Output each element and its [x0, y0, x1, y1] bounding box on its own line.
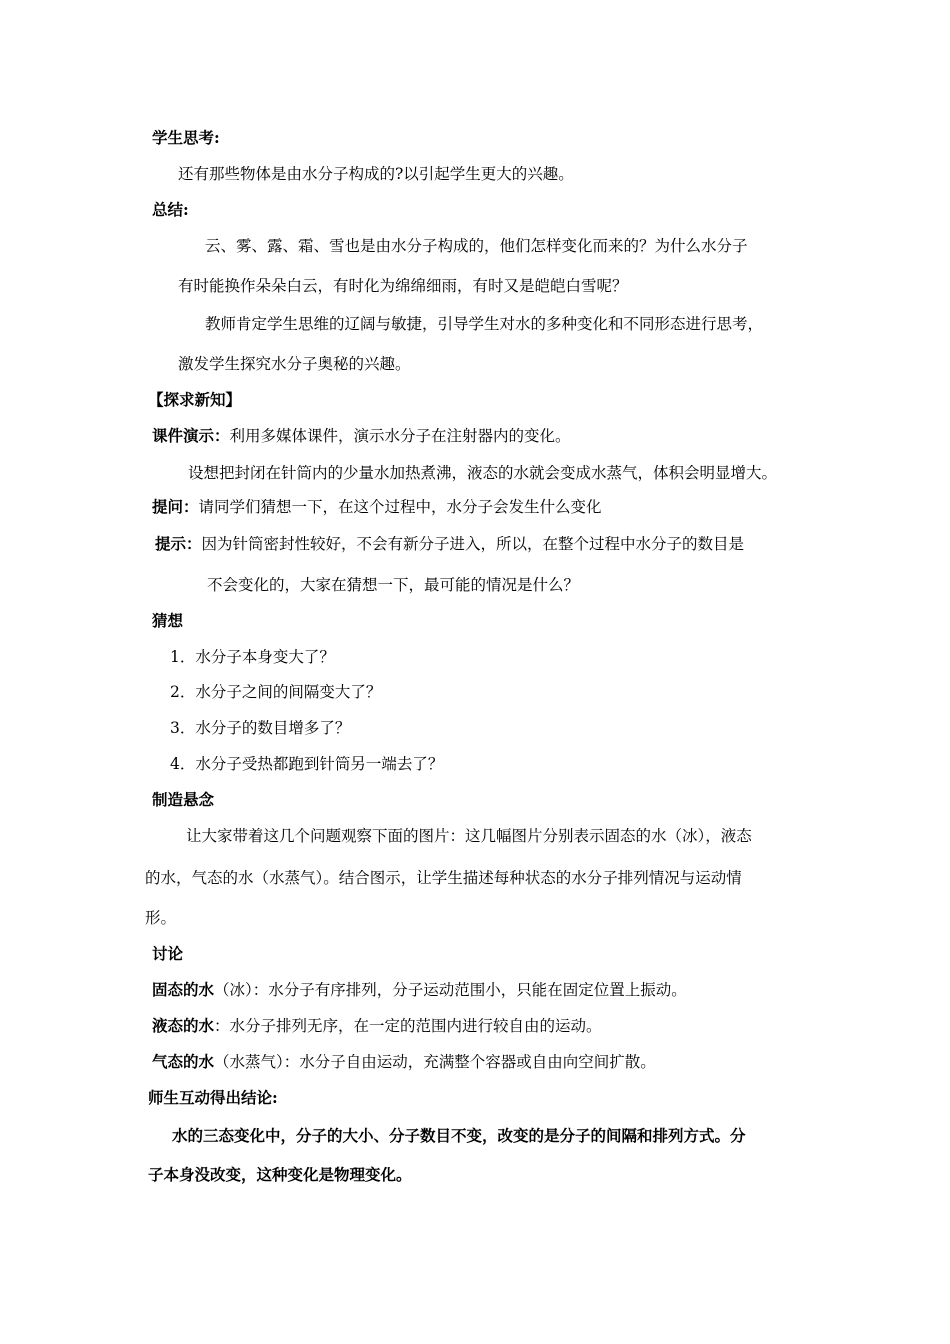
guess-heading: 猜想: [152, 611, 184, 630]
explore-heading: 【探求新知】: [148, 390, 242, 409]
suspense-line-3: 形。: [145, 909, 177, 927]
solid-text: （冰）：水分子有序排列，分子运动范围小，只能在固定位置上振动。: [214, 981, 687, 999]
guess-item: 2．水分子之间的间隔变大了？: [170, 683, 382, 701]
demo-paragraph: [152, 426, 571, 446]
gas-label: 气态的水: [152, 1052, 215, 1071]
question-label: 提问：: [152, 497, 199, 516]
summary-heading: 总结:: [152, 200, 189, 219]
hint-text-2: 不会变化的，大家在猜想一下，最可能的情况是什么？: [207, 576, 580, 594]
discussion-gas: [152, 1052, 656, 1072]
discussion-liquid: [152, 1016, 602, 1036]
discussion-heading: 讨论: [152, 944, 184, 963]
hint-label: 提示：: [155, 534, 202, 553]
summary-line-4: 激发学生探究水分子奥秘的兴趣。: [178, 355, 411, 373]
assume-paragraph: 设想把封闭在针筒内的少量水加热煮沸，液态的水就会变成水蒸气，体积会明显增大。: [188, 464, 778, 482]
demo-label: 课件演示：: [152, 426, 230, 445]
question-paragraph: [152, 497, 602, 517]
suspense-heading: 制造悬念: [152, 790, 215, 809]
demo-text: 利用多媒体课件，演示水分子在注射器内的变化。: [229, 427, 571, 445]
student-think-text: 还有那些物体是由水分子构成的?以引起学生更大的兴趣。: [178, 165, 574, 183]
guess-item: 1．水分子本身变大了？: [170, 648, 335, 666]
question-text: 请同学们猜想一下，在这个过程中，水分子会发生什么变化: [198, 498, 602, 516]
gas-text: （水蒸气）：水分子自由运动，充满整个容器或自由向空间扩散。: [214, 1053, 656, 1071]
conclusion-line-1: 水的三态变化中，分子的大小、分子数目不变，改变的是分子的间隔和排列方式。分: [172, 1126, 746, 1145]
suspense-line-2: 的水，气态的水（水蒸气）。结合图示，让学生描述每种状态的水分子排列情况与运动情: [145, 869, 742, 887]
liquid-label: 液态的水: [152, 1016, 215, 1035]
summary-line-3: 教师肯定学生思维的辽阔与敏捷，引导学生对水的多种变化和不同形态进行思考，: [205, 315, 764, 333]
hint-paragraph: [155, 534, 744, 554]
student-think-heading: 学生思考:: [152, 128, 220, 147]
summary-line-2: 有时能换作朵朵白云，有时化为绵绵细雨，有时又是皑皑白雪呢？: [178, 277, 628, 295]
conclusion-line-2: 子本身没改变，这种变化是物理变化。: [148, 1165, 412, 1184]
discussion-solid: [152, 980, 687, 1000]
suspense-line-1: 让大家带着这几个问题观察下面的图片：这几幅图片分别表示固态的水（冰），液态: [186, 827, 752, 845]
solid-label: 固态的水: [152, 980, 215, 999]
hint-text-1: 因为针筒密封性较好，不会有新分子进入，所以，在整个过程中水分子的数目是: [201, 535, 745, 553]
guess-item: 4．水分子受热都跑到针筒另一端去了？: [170, 755, 444, 773]
conclusion-heading: 师生互动得出结论:: [148, 1088, 278, 1107]
guess-item: 3．水分子的数目增多了？: [170, 719, 351, 737]
summary-line-1: 云、雾、露、霜、雪也是由水分子构成的，他们怎样变化而来的？为什么水分子: [205, 237, 748, 255]
liquid-text: ：水分子排列无序，在一定的范围内进行较自由的运动。: [214, 1017, 602, 1035]
